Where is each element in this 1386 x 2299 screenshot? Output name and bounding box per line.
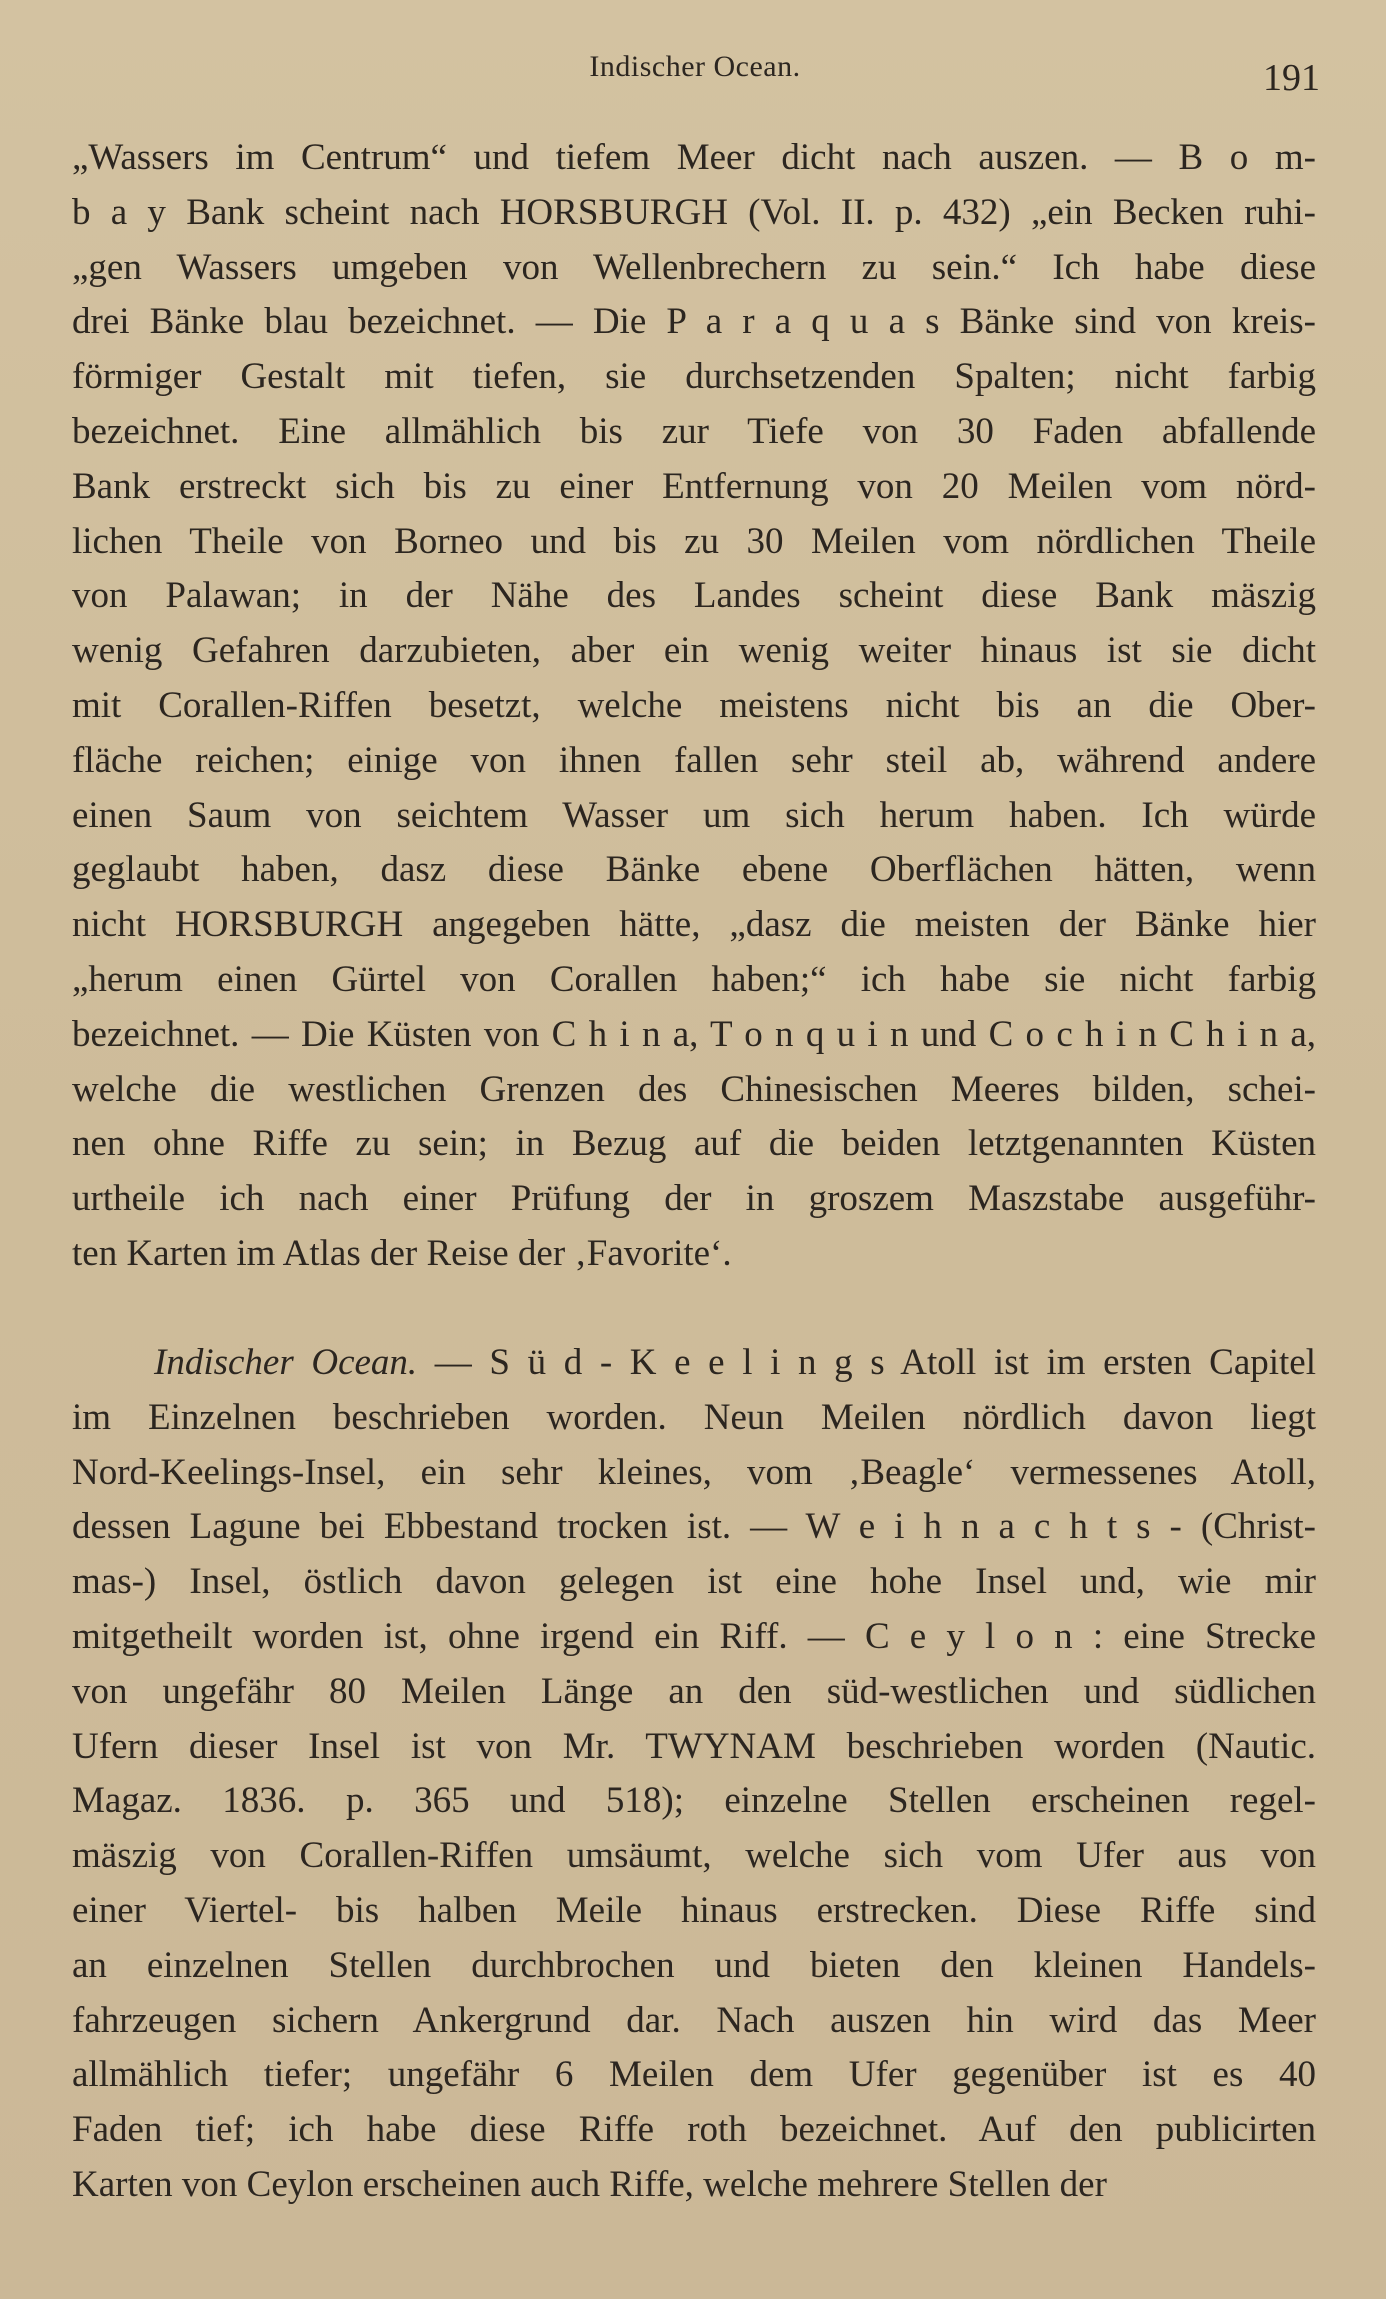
text-line: bezeichnet. — Die Küsten von C h i n a, T o n q u i n und C o c h i n C h i n a, <box>72 1013 1316 1055</box>
text-line: einen Saum von seichtem Wasser um sich herum haben. Ich würde <box>72 794 1316 836</box>
text-line: geglaubt haben, dasz diese Bänke ebene Oberflächen hätten, wenn <box>72 849 1316 891</box>
text-line: förmiger Gestalt mit tiefen, sie durchsetzenden Spalten; nicht farbig <box>72 356 1316 398</box>
text-line: lichen Theile von Borneo und bis zu 30 Meilen vom nördlichen Theile <box>72 520 1316 562</box>
paragraph-indian-ocean <box>72 1336 1316 2213</box>
paragraph-bombay-banks <box>72 131 1316 1282</box>
text-line: ten Karten im Atlas der Reise der ‚Favorite‘. <box>72 1232 732 1274</box>
text-line: einer Viertel- bis halben Meile hinaus erstrecken. Diese Riffe sind <box>72 1889 1316 1931</box>
text-line: welche die westlichen Grenzen des Chinesischen Meeres bilden, schei- <box>72 1068 1316 1110</box>
text-line: urtheile ich nach einer Prüfung der in groszem Maszstabe ausgeführ- <box>72 1178 1316 1220</box>
text-line: „gen Wassers umgeben von Wellenbrechern zu sein.“ Ich habe diese <box>72 246 1316 288</box>
text-line-first <box>72 1336 1316 1391</box>
text-line: mitgetheilt worden ist, ohne irgend ein Riff. — C e y l o n : eine Strecke <box>72 1615 1316 1657</box>
text-line: wenig Gefahren darzubieten, aber ein wenig weiter hinaus ist sie dicht <box>72 630 1316 672</box>
section-heading: Indischer Ocean. <box>154 1342 418 1383</box>
text-line: im Einzelnen beschrieben worden. Neun Meilen nördlich davon liegt <box>72 1396 1316 1438</box>
text-line: allmählich tiefer; ungefähr 6 Meilen dem Ufer gegenüber ist es 40 <box>72 2054 1316 2096</box>
text-line: fahrzeugen sichern Ankergrund dar. Nach auszen hin wird das Meer <box>72 1999 1316 2041</box>
page-header <box>70 50 1320 100</box>
text-line: an einzelnen Stellen durchbrochen und bieten den kleinen Handels- <box>72 1944 1316 1986</box>
text-run: — S ü d - K e e l i n g s Atoll ist im ersten Capitel <box>417 1342 1316 1383</box>
page-number: 191 <box>1263 57 1320 99</box>
text-line: drei Bänke blau bezeichnet. — Die P a r a q u a s Bänke sind von kreis- <box>72 301 1316 343</box>
text-line: nicht HORSBURGH angegeben hätte, „dasz die meisten der Bänke hier <box>72 904 1316 946</box>
text-line: Faden tief; ich habe diese Riffe roth bezeichnet. Auf den publicirten <box>72 2109 1316 2151</box>
text-line: bezeichnet. Eine allmählich bis zur Tiefe von 30 Faden abfallende <box>72 410 1316 452</box>
text-line: dessen Lagune bei Ebbestand trocken ist. — W e i h n a c h t s - (Christ- <box>72 1506 1316 1548</box>
text-line: Bank erstreckt sich bis zu einer Entfernung von 20 Meilen vom nörd- <box>72 465 1316 507</box>
text-line: b a y Bank scheint nach HORSBURGH (Vol. II. p. 432) „ein Becken ruhi- <box>72 191 1316 233</box>
text-line: Ufern dieser Insel ist von Mr. TWYNAM beschrieben worden (Nautic. <box>72 1725 1316 1767</box>
text-line: fläche reichen; einige von ihnen fallen sehr steil ab, während andere <box>72 739 1316 781</box>
text-line: mas-) Insel, östlich davon gelegen ist eine hohe Insel und, wie mir <box>72 1561 1316 1603</box>
text-line: von Palawan; in der Nähe des Landes scheint diese Bank mäszig <box>72 575 1316 617</box>
text-line: mäszig von Corallen-Riffen umsäumt, welche sich vom Ufer aus von <box>72 1835 1316 1877</box>
text-line: „Wassers im Centrum“ und tiefem Meer dicht nach auszen. — B o m- <box>72 137 1316 178</box>
text-line: mit Corallen-Riffen besetzt, welche meistens nicht bis an die Ober- <box>72 684 1316 726</box>
text-line: von ungefähr 80 Meilen Länge an den süd-westlichen und südlichen <box>72 1670 1316 1712</box>
text-line: Nord-Keelings-Insel, ein sehr kleines, vom ‚Beagle‘ vermessenes Atoll, <box>72 1451 1316 1493</box>
running-title: Indischer Ocean. <box>589 50 801 83</box>
text-line: „herum einen Gürtel von Corallen haben;“ ich habe sie nicht farbig <box>72 958 1316 1000</box>
text-line: nen ohne Riffe zu sein; in Bezug auf die beiden letztgenannten Küsten <box>72 1123 1316 1165</box>
text-line: Karten von Ceylon erscheinen auch Riffe, welche mehrere Stellen der <box>72 2163 1107 2205</box>
text-line: Magaz. 1836. p. 365 und 518); einzelne Stellen erscheinen regel- <box>72 1780 1316 1822</box>
